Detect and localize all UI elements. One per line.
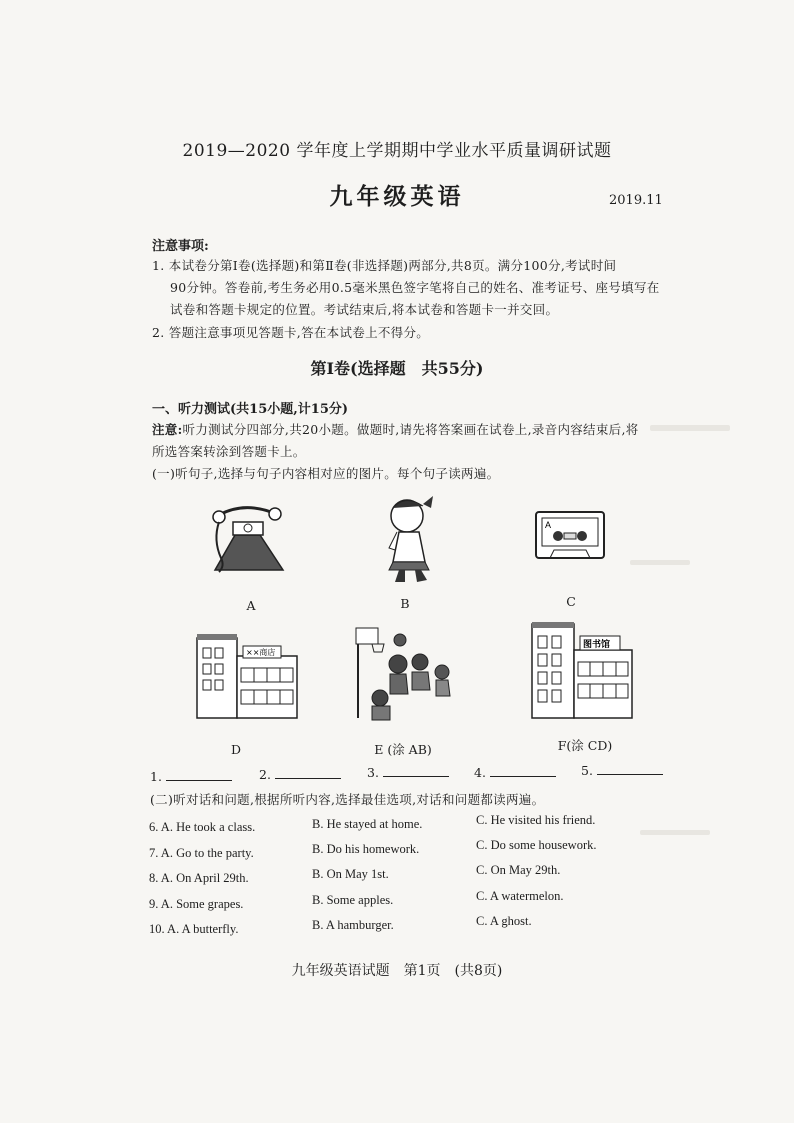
question-9-option-b: B. Some apples. bbox=[312, 893, 394, 907]
shop-building-picture bbox=[195, 632, 300, 720]
picture-label-c: C bbox=[566, 594, 576, 609]
question-8-option-a: 8. A. On April 29th. bbox=[149, 871, 249, 885]
exam-date: 2019.11 bbox=[609, 193, 663, 208]
question-9-option-c: C. A watermelon. bbox=[476, 889, 564, 903]
notice-heading: 注意事项: bbox=[152, 239, 209, 254]
question-6-option-b: B. He stayed at home. bbox=[312, 817, 423, 831]
exam-title: 2019—2020 学年度上学期期中学业水平质量调研试题 bbox=[182, 141, 612, 161]
question-7-option-c: C. Do some housework. bbox=[476, 838, 597, 852]
question-7-option-a: 7. A. Go to the party. bbox=[149, 846, 254, 860]
picture-label-b: B bbox=[400, 596, 410, 611]
question-8-option-c: C. On May 29th. bbox=[476, 863, 561, 877]
picture-label-a: A bbox=[246, 598, 256, 613]
question-7-option-b: B. Do his homework. bbox=[312, 842, 420, 856]
blank-number: 5. bbox=[581, 763, 593, 778]
answer-blank-3[interactable] bbox=[367, 764, 449, 780]
picture-label-e: E (涂 AB) bbox=[374, 742, 432, 757]
notice-item-1-cont: 90分钟。答卷前,考生务必用0.5毫米黑色签字笔将自己的姓名、准考证号、座号填写在 bbox=[170, 280, 660, 295]
answer-blank-2[interactable] bbox=[259, 766, 341, 782]
notice-item-1: 1. 本试卷分第Ⅰ卷(选择题)和第Ⅱ卷(非选择题)两部分,共8页。满分100分,考试时间 bbox=[152, 258, 617, 273]
page-footer: 九年级英语试题 第1页 (共8页) bbox=[291, 963, 503, 979]
answer-blank-1[interactable] bbox=[150, 768, 232, 784]
scan-artifact bbox=[650, 425, 730, 431]
picture-label-f: F(涂 CD) bbox=[557, 738, 613, 753]
library-building-picture bbox=[530, 620, 635, 720]
shop-sign: ××商店 bbox=[246, 648, 276, 657]
listening-note bbox=[152, 420, 639, 438]
scan-artifact bbox=[640, 830, 710, 835]
sub-section-1: (一)听句子,选择与句子内容相对应的图片。每个句子读两遍。 bbox=[152, 466, 500, 481]
cassette-picture bbox=[534, 510, 606, 560]
blank-number: 4. bbox=[474, 765, 486, 780]
girl-picture bbox=[375, 490, 445, 585]
sub-section-2: (二)听对话和问题,根据所听内容,选择最佳选项,对话和问题都读两遍。 bbox=[150, 792, 545, 807]
section-title: 第Ⅰ卷(选择题 共55分) bbox=[310, 359, 484, 378]
cassette-label: A bbox=[545, 520, 552, 530]
telephone-picture bbox=[205, 500, 295, 580]
question-9-option-a: 9. A. Some grapes. bbox=[149, 897, 244, 911]
question-10-option-c: C. A ghost. bbox=[476, 914, 532, 928]
scan-artifact bbox=[630, 560, 690, 565]
question-6-option-a: 6. A. He took a class. bbox=[149, 820, 256, 834]
notice-item-1-cont2: 试卷和答题卡规定的位置。考试结束后,将本试卷和答题卡一并交回。 bbox=[170, 302, 559, 317]
basketball-picture bbox=[350, 622, 460, 722]
notice-item-2: 2. 答题注意事项见答题卡,答在本试卷上不得分。 bbox=[152, 325, 430, 340]
question-10-option-b: B. A hamburger. bbox=[312, 918, 394, 932]
question-10-option-a: 10. A. A butterfly. bbox=[149, 922, 239, 936]
note-label: 注意: bbox=[152, 422, 183, 437]
picture-label-d: D bbox=[230, 742, 242, 757]
answer-blank-4[interactable] bbox=[474, 764, 556, 780]
subject-title: 九年级英语 bbox=[329, 183, 465, 210]
listening-note-cont: 所选答案转涂到答题卡上。 bbox=[152, 444, 306, 459]
part-title: 一、听力测试(共15小题,计15分) bbox=[152, 402, 349, 417]
question-6-option-c: C. He visited his friend. bbox=[476, 813, 596, 827]
question-8-option-b: B. On May 1st. bbox=[312, 867, 389, 881]
blank-number: 1. bbox=[150, 769, 162, 784]
blank-number: 2. bbox=[259, 767, 271, 782]
answer-blank-5[interactable] bbox=[581, 762, 663, 778]
note-text: 听力测试分四部分,共20小题。做题时,请先将答案画在试卷上,录音内容结束后,将 bbox=[182, 422, 639, 437]
library-sign: 图书馆 bbox=[583, 640, 611, 650]
blank-number: 3. bbox=[367, 765, 379, 780]
